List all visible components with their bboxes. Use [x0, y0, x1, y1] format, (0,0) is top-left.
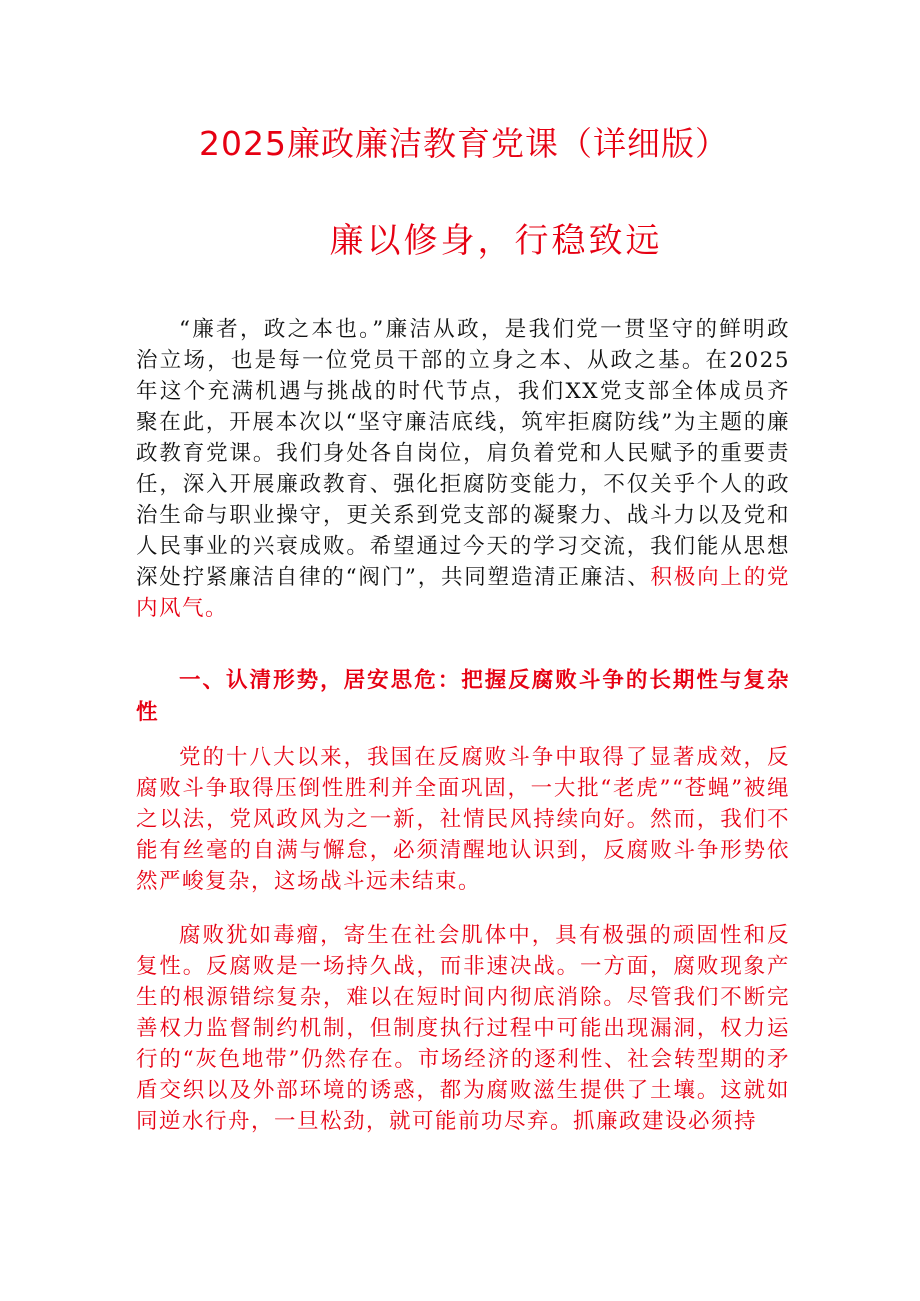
intro-text: “廉者，政之本也。”廉洁从政，是我们党一贯坚守的鲜明政治立场，也是每一位党员干部的立身之本、从政之基。在2025年这个充满机遇与挑战的时代节点，我们XX党支部全体成员齐聚在此，开展本次以“坚守廉洁底线，筑牢拒腐防线”为主题的廉政教育党课。我们身处各自岗位，肩负着党和人民赋予的重要责任，深入开展廉政教育、强化拒腐防变能力，不仅关乎个人的政治生命与职业操守，更关系到党支部的凝聚力、战斗力以及党和人民事业的兴衰成败。希望通过今天的学习交流，我们能从思想深处拧紧廉洁自律的“阀门”，共同塑造清正廉洁、 [136, 317, 790, 590]
intro-paragraph [136, 314, 790, 624]
document-title: 2025廉政廉洁教育党课（详细版） [199, 124, 729, 163]
section-1-paragraph-2: 腐败犹如毒瘤，寄生在社会肌体中，具有极强的顽固性和反复性。反腐败是一场持久战，而非速决战。一方面，腐败现象产生的根源错综复杂，难以在短时间内彻底消除。尽管我们不断完善权力监督制约机制，但制度执行过程中可能出现漏洞，权力运行的“灰色地带”仍然存在。市场经济的逐利性、社会转型期的矛盾交织以及外部环境的诱惑，都为腐败滋生提供了土壤。这就如同逆水行舟，一旦松劲，就可能前功尽弃。抓廉政建设必须持 [136, 923, 790, 1134]
document-subtitle: 廉以修身，行稳致远 [329, 221, 663, 261]
section-1-paragraph-1: 党的十八大以来，我国在反腐败斗争中取得了显著成效，反腐败斗争取得压倒性胜利并全面巩固，一大批“老虎”“苍蝇”被绳之以法，党风政风为之一新，社情民风持续向好。然而，我们不能有丝毫的自满与懈怠，必须清醒地认识到，反腐败斗争形势依然严峻复杂，这场战斗远未结束。 [136, 745, 790, 894]
section-heading-1: 一、认清形势，居安思危：把握反腐败斗争的长期性与复杂性 [136, 668, 790, 725]
intro-accent-text: 积极向上的党内风气。 [136, 565, 790, 621]
